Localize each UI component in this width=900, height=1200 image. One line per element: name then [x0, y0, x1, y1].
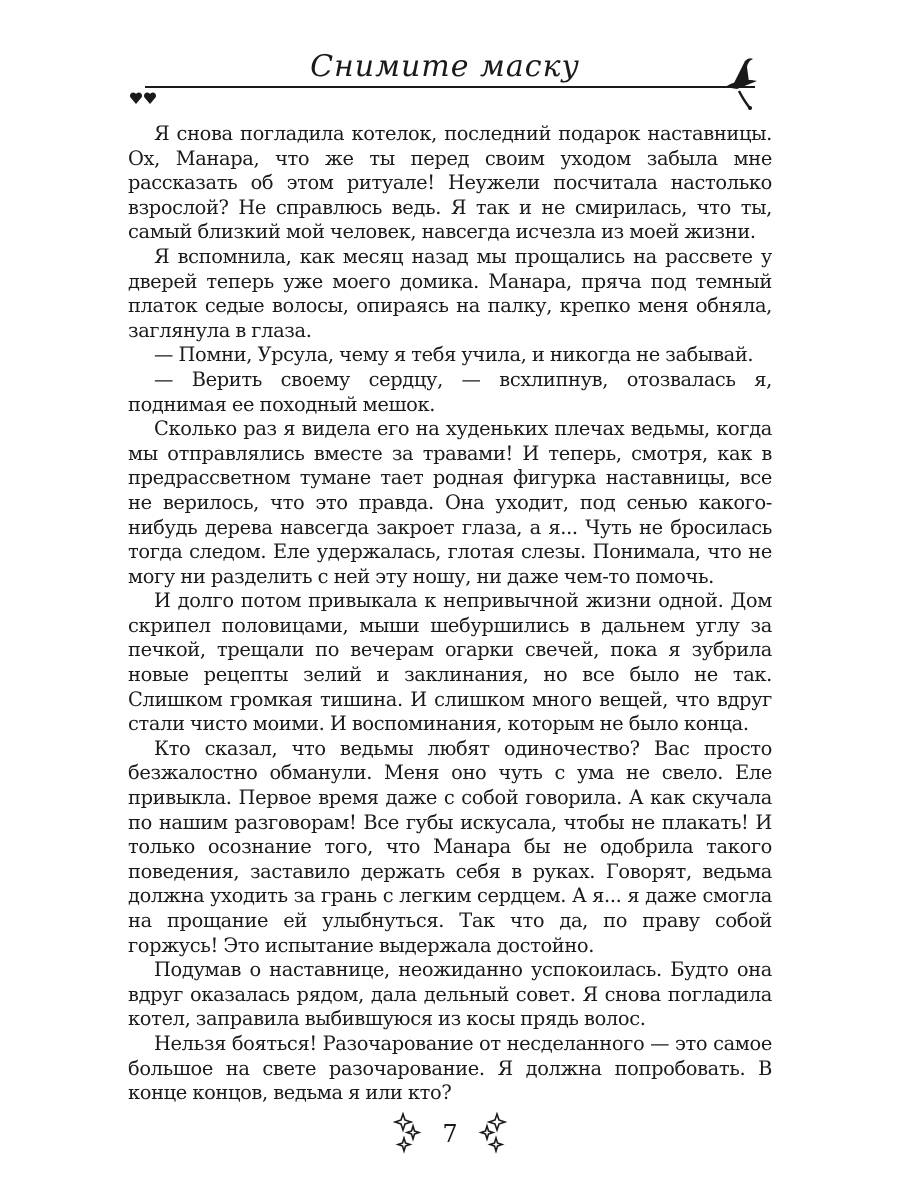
paragraph: Нельзя бояться! Разочарование от несделанного — это самое большое на свете разочарование. Я должна попробовать. В конце концов, ведьма я или кто? [128, 1031, 772, 1105]
dialogue-line: — Помни, Урсула, чему я тебя учила, и никогда не забывай. [154, 343, 754, 367]
paragraph: Я вспомнила, как месяц назад мы прощались на рассвете у дверей теперь уже моего домика. Манара, пряча под темный платок седые волосы, опираясь на палку, крепко меня обняла, заглянула в глаза. [128, 244, 772, 342]
dialogue-line: — Верить своему сердцу, — всхлипнув, отозвалась я, поднимая ее походный мешок. [128, 367, 772, 416]
paragraph: Сколько раз я видела его на худеньких плечах ведьмы, когда мы отправлялись вместе за травами! И теперь, смотря, как в предрассветном тумане тает родная фигурка наставницы, все не верилось, что это правда. Она уходит, под сенью какого-нибудь дерева навсегда закроет глаза, а я... Чуть не бросилась тогда следом. Еле удержалась, глотая слезы. Понимала, что не могу ни разделить с ней эту ношу, ни даже чем-то помочь. [128, 417, 772, 588]
body-text [128, 122, 772, 1106]
running-title [125, 49, 765, 84]
paragraph: Подумав о наставнице, неожиданно успокоилась. Будто она вдруг оказалась рядом, дала дельный совет. Я снова погладила котел, заправила выбившуюся из косы прядь волос. [128, 958, 772, 1031]
running-header [125, 45, 765, 115]
paragraph: Я снова погладила котелок, последний подарок наставницы. Ох, Манара, что же ты перед своим уходом забыла мне рассказать об этом ритуале! Неужели посчитала настолько взрослой? Не справлюсь ведь. Я так и не смирилась, что ты, самый близкий мой человек, навсегда исчезла из моей жизни. [128, 122, 772, 244]
sparkle-icon [393, 1112, 423, 1156]
paragraph: Кто сказал, что ведьмы любят одиночество? Вас просто безжалостно обманули. Меня оно чуть с ума не свело. Еле привыкла. Первое время даже с собой говорила. А как скучала по нашим разговорам! Все губы искусала, чтобы не плакать! И только осознание того, что Манара бы не одобрила такого поведения, заставило держать себя в руках. Говорят, ведьма должна уходить за грань с легким сердцем. А я... я даже смогла на прощание ей улыбнуться. Так что да, по праву собой горжусь! Это испытание выдержала достойно. [128, 736, 772, 957]
header-rule [145, 86, 755, 88]
running-title-text: Снимите маску [298, 49, 592, 84]
witch-hat-icon [723, 55, 759, 111]
page-footer [0, 1112, 900, 1162]
sparkle-icon [477, 1112, 507, 1156]
page-number: 7 [442, 1120, 458, 1148]
paragraph: И долго потом привыкала к непривычной жизни одной. Дом скрипел половицами, мыши шебуршились в дальнем углу за печкой, трещали по вечерам огарки свечей, пока я зубрила новые рецепты зелий и заклинания, но все было не так. Слишком громкая тишина. И слишком много вещей, что вдруг стали чисто моими. И воспоминания, которым не было конца. [128, 589, 772, 736]
hearts-icon [129, 91, 159, 105]
